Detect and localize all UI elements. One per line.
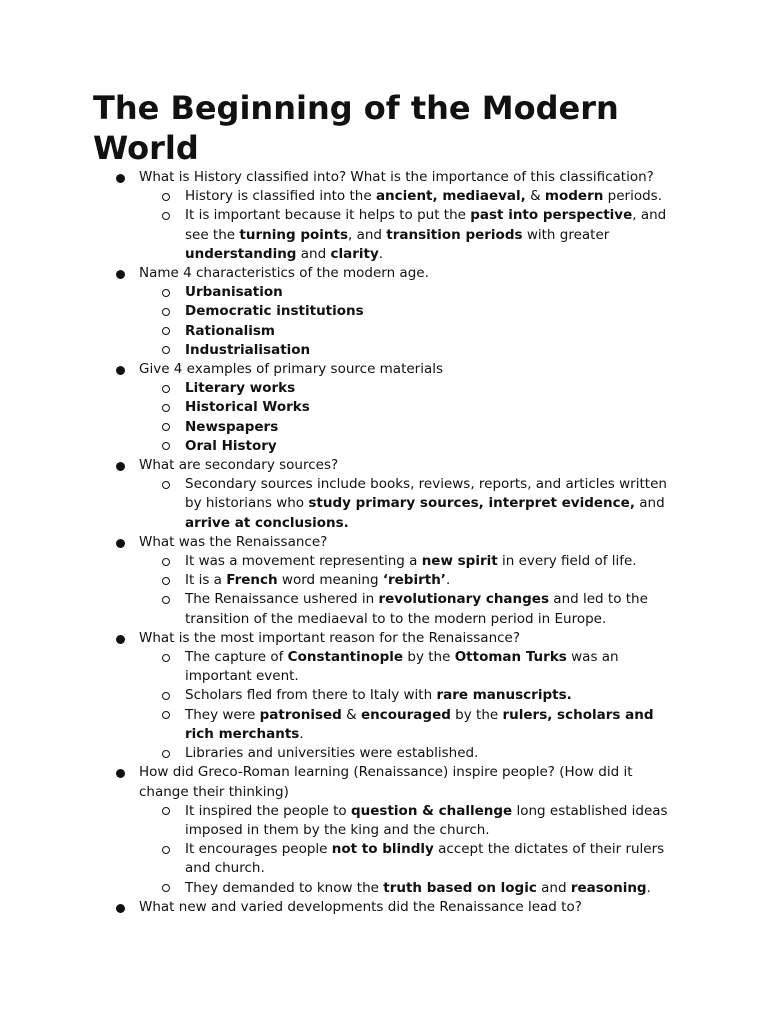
answer-bold-text: Newspapers (185, 418, 279, 435)
answer-item (139, 418, 678, 437)
question-item (0, 456, 768, 533)
answer-bold-text: French (226, 572, 278, 589)
answer-text: The capture of (185, 649, 288, 666)
answer-item (139, 879, 678, 898)
answer-text: and (634, 495, 665, 512)
answer-text: It encourages people (185, 841, 332, 858)
answer-item (139, 840, 678, 878)
answer-item (139, 475, 678, 533)
answer-text: . (445, 572, 451, 589)
answer-text: , and see the (185, 207, 667, 243)
question-text: Give 4 examples of primary source materials (139, 361, 444, 378)
answer-item (139, 744, 678, 763)
answer-bold-text: rulers, scholars and rich merchants (185, 706, 654, 742)
answer-bold-text: turning points (239, 226, 348, 243)
answer-bold-text: Rationalism (185, 322, 275, 339)
answer-item (139, 552, 678, 571)
question-text: What is History classified into? What is the importance of this classification? (139, 169, 654, 185)
answer-text: and (296, 245, 331, 262)
answer-text: & (525, 188, 545, 205)
question-text: What are secondary sources? (139, 457, 339, 474)
question-item (0, 264, 768, 360)
answer-item (139, 686, 678, 705)
answer-bold-text: ancient, mediaeval, (375, 188, 526, 205)
question-text: What new and varied developments did the Renaissance lead to? (139, 898, 582, 915)
answer-bold-text: study primary sources, interpret evidence, (308, 495, 635, 512)
answer-list (139, 475, 678, 533)
question-text: How did Greco-Roman learning (Renaissance) inspire people? (How did it change their thinking) (139, 764, 633, 800)
answer-item (139, 398, 678, 417)
answer-bold-text: new spirit (421, 553, 498, 570)
answer-bold-text: Urbanisation (185, 284, 283, 301)
answer-text: . (646, 879, 651, 896)
answer-item (139, 802, 678, 840)
answer-text: periods. (603, 188, 662, 205)
answer-item (139, 648, 678, 686)
answer-text: History is classified into the (185, 188, 376, 205)
question-item (0, 629, 768, 763)
answer-item (139, 590, 678, 628)
answer-list (139, 379, 678, 456)
answer-item (139, 571, 678, 590)
answer-bold-text: arrive at conclusions. (185, 514, 349, 531)
answer-text: long established ideas imposed in them by the king and the church. (185, 802, 668, 838)
answer-item (139, 379, 678, 398)
answer-item (139, 302, 678, 321)
answer-list (139, 648, 678, 763)
answer-text: by the (403, 649, 455, 666)
answer-text: Secondary sources include books, reviews, reports, and articles written by historians who (185, 476, 667, 512)
answer-bold-text: patronised (259, 706, 342, 723)
answer-item (139, 706, 678, 744)
question-text: What was the Renaissance? (139, 533, 328, 550)
answer-text: It was a movement representing a (185, 553, 422, 570)
answer-bold-text: understanding (185, 245, 297, 262)
answer-text: with greater (522, 226, 610, 243)
answer-item (139, 283, 678, 302)
answer-bold-text: not to blindly (331, 841, 434, 858)
answer-list (139, 187, 678, 264)
answer-text: and (536, 879, 571, 896)
question-item (0, 763, 768, 897)
question-item (0, 360, 768, 456)
question-item (0, 168, 768, 264)
answer-text: It is important because it helps to put the (185, 207, 471, 224)
answer-text: . (299, 725, 304, 742)
answer-text: , and (348, 226, 387, 243)
answer-bold-text: Constantinople (287, 649, 404, 666)
answer-text: & (341, 706, 361, 723)
answer-bold-text: Industrialisation (185, 341, 311, 358)
answer-text: They were (185, 706, 260, 723)
answer-text: was an important event. (185, 649, 619, 685)
answer-text: It inspired the people to (185, 802, 351, 819)
answer-text: The Renaissance ushered in (185, 591, 379, 608)
answer-bold-text: revolutionary changes (378, 591, 550, 608)
answer-bold-text: truth based on logic (383, 879, 537, 896)
answer-list (139, 283, 678, 360)
answer-item (139, 206, 678, 264)
answer-text: . (378, 245, 384, 262)
answer-bold-text: clarity (330, 245, 379, 262)
answer-bold-text: ‘rebirth’ (382, 572, 446, 589)
answer-list (139, 802, 678, 898)
question-item (0, 898, 768, 917)
answer-text: They demanded to know the (185, 879, 384, 896)
answer-bold-text: transition periods (386, 226, 523, 243)
answer-bold-text: Democratic institutions (185, 303, 364, 320)
answer-list (139, 552, 678, 629)
question-item (0, 533, 768, 629)
answer-text: by the (450, 706, 503, 723)
answer-bold-text: Ottoman Turks (454, 649, 567, 666)
answer-bold-text: Literary works (185, 380, 296, 397)
answer-bold-text: Oral History (185, 437, 277, 454)
answer-bold-text: past into perspective (470, 207, 633, 224)
answer-text: accept the dictates of their rulers and church. (185, 841, 665, 877)
answer-text: in every field of life. (497, 553, 637, 570)
answer-item (139, 437, 678, 456)
answer-bold-text: modern (544, 188, 604, 205)
answer-bold-text: rare manuscripts. (436, 687, 572, 704)
answer-text: Scholars fled from there to Italy with (185, 687, 437, 704)
answer-bold-text: encouraged (360, 706, 451, 723)
question-text: Name 4 characteristics of the modern age. (139, 265, 429, 282)
answer-item (139, 341, 678, 360)
answer-item (139, 187, 678, 206)
answer-bold-text: question & challenge (351, 802, 513, 819)
answer-item (139, 322, 678, 341)
page-title: The Beginning of the Modern World (93, 89, 619, 167)
answer-text: It is a (185, 572, 227, 589)
answer-text: and led to the transition of the mediaeval to to the modern period in Europe. (185, 591, 648, 627)
answer-bold-text: Historical Works (185, 399, 310, 416)
question-text: What is the most important reason for the Renaissance? (139, 629, 521, 646)
question-list (0, 168, 768, 917)
answer-bold-text: reasoning (570, 879, 647, 896)
answer-text: Libraries and universities were established. (185, 745, 479, 762)
answer-text: word meaning (277, 572, 383, 589)
